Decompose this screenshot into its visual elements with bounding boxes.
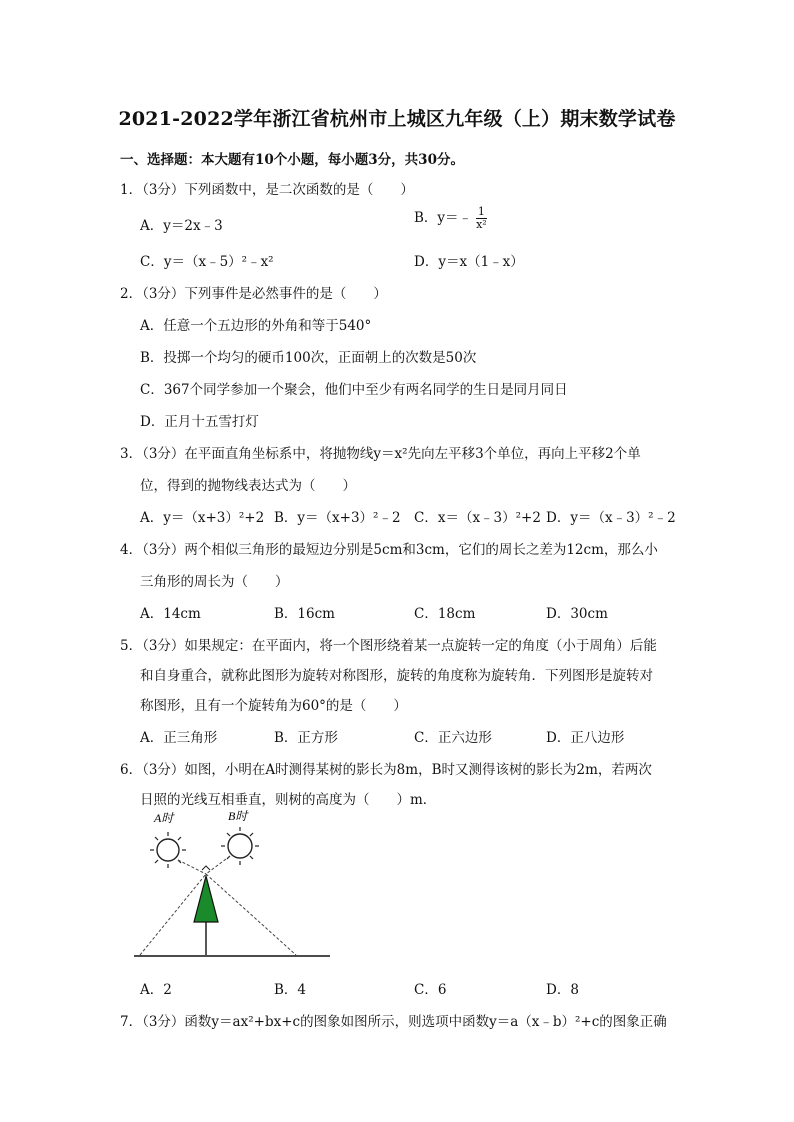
question-2-option-a: A．任意一个五边形的外角和等于540° xyxy=(140,318,372,334)
question-5-option-c: C．正六边形 xyxy=(414,730,492,746)
question-1-option-c: C．y＝（x﹣5）²﹣x² xyxy=(140,254,274,270)
question-4-option-a: A．14cm xyxy=(140,606,201,622)
question-3-option-a: A．y＝（x+3）²+2 xyxy=(140,510,265,526)
fraction xyxy=(474,206,489,231)
question-6-option-b: B．4 xyxy=(274,982,307,998)
question-3-stem-line-1: 3．（3分）在平面直角坐标系中，将抛物线y＝x²先向左平移3个单位，再向上平移2个单 xyxy=(120,446,641,462)
question-1-option-a: A．y＝2x﹣3 xyxy=(140,218,223,234)
question-4-option-d: D．30cm xyxy=(546,606,608,622)
question-4-option-b: B．16cm xyxy=(274,606,335,622)
question-7-stem-line-1: 7．（3分）函数y＝ax²+bx+c的图象如图所示，则选项中函数y＝a（x﹣b）²+c的图象正确 xyxy=(120,1014,667,1030)
light-ray-a-top xyxy=(178,860,206,874)
question-6-option-c: C．6 xyxy=(414,982,447,998)
sun-b-icon xyxy=(221,827,259,865)
fraction-numerator: 1 xyxy=(477,205,485,218)
question-6-stem-line-1: 6．（3分）如图，小明在A时测得某树的影长为8m，B时又测得该树的影长为2m，若两次 xyxy=(120,762,652,778)
figure-label-b: B时 xyxy=(228,809,248,823)
question-2-stem: 2．（3分）下列事件是必然事件的是（ ） xyxy=(120,286,387,302)
light-ray-b xyxy=(206,874,296,955)
question-2-option-c: C．367个同学参加一个聚会，他们中至少有两名同学的生日是同月同日 xyxy=(140,382,568,398)
question-5-stem-line-2: 和自身重合，就称此图形为旋转对称图形，旋转的角度称为旋转角．下列图形是旋转对 xyxy=(140,668,653,684)
question-6-stem-line-2: 日照的光线互相垂直，则树的高度为（ ）m． xyxy=(140,792,437,808)
question-4-stem-line-1: 4．（3分）两个相似三角形的最短边分别是5cm和3cm，它们的周长之差为12cm，那么小 xyxy=(120,542,658,558)
question-4-option-c: C．18cm xyxy=(414,606,476,622)
question-1-option-d: D．y＝x（1﹣x） xyxy=(414,254,524,270)
question-6-option-a: A．2 xyxy=(140,982,172,998)
question-5-stem-line-3: 称图形，且有一个旋转角为60°的是（ ） xyxy=(140,698,407,714)
tree-shadow-figure xyxy=(134,806,334,964)
question-3-option-c: C．x＝（x﹣3）²+2 xyxy=(414,510,541,526)
option-b-prefix: B．y＝﹣ xyxy=(414,210,473,226)
question-3-option-d: D．y＝（x﹣3）²﹣2 xyxy=(546,510,676,526)
question-5-option-a: A．正三角形 xyxy=(140,730,218,746)
question-5-option-d: D．正八边形 xyxy=(546,730,625,746)
tree-icon xyxy=(194,876,218,922)
question-1-option-b xyxy=(414,206,489,231)
sun-a-icon xyxy=(150,832,186,868)
question-2-option-d: D．正月十五雪打灯 xyxy=(140,414,259,430)
page-title: 2021-2022学年浙江省杭州市上城区九年级（上）期末数学试卷 xyxy=(118,108,676,130)
question-3-stem-line-2: 位，得到的抛物线表达式为（ ） xyxy=(140,478,356,494)
section-heading: 一、选择题：本大题有10个小题，每小题3分，共30分。 xyxy=(120,152,464,168)
right-angle-mark xyxy=(202,866,210,870)
question-6-option-d: D．8 xyxy=(546,982,579,998)
question-1-stem: 1．（3分）下列函数中，是二次函数的是（ ） xyxy=(120,182,414,198)
question-5-option-b: B．正方形 xyxy=(274,730,338,746)
question-2-option-b: B．投掷一个均匀的硬币100次，正面朝上的次数是50次 xyxy=(140,350,477,366)
figure-label-a: A时 xyxy=(154,811,174,825)
light-ray-b-top xyxy=(206,856,230,874)
question-5-stem-line-1: 5．（3分）如果规定：在平面内，将一个图形绕着某一点旋转一定的角度（小于周角）后能 xyxy=(120,638,657,654)
question-3-option-b: B．y＝（x+3）²﹣2 xyxy=(274,510,401,526)
fraction-denominator: x² xyxy=(476,218,487,231)
question-4-stem-line-2: 三角形的周长为（ ） xyxy=(140,574,289,590)
